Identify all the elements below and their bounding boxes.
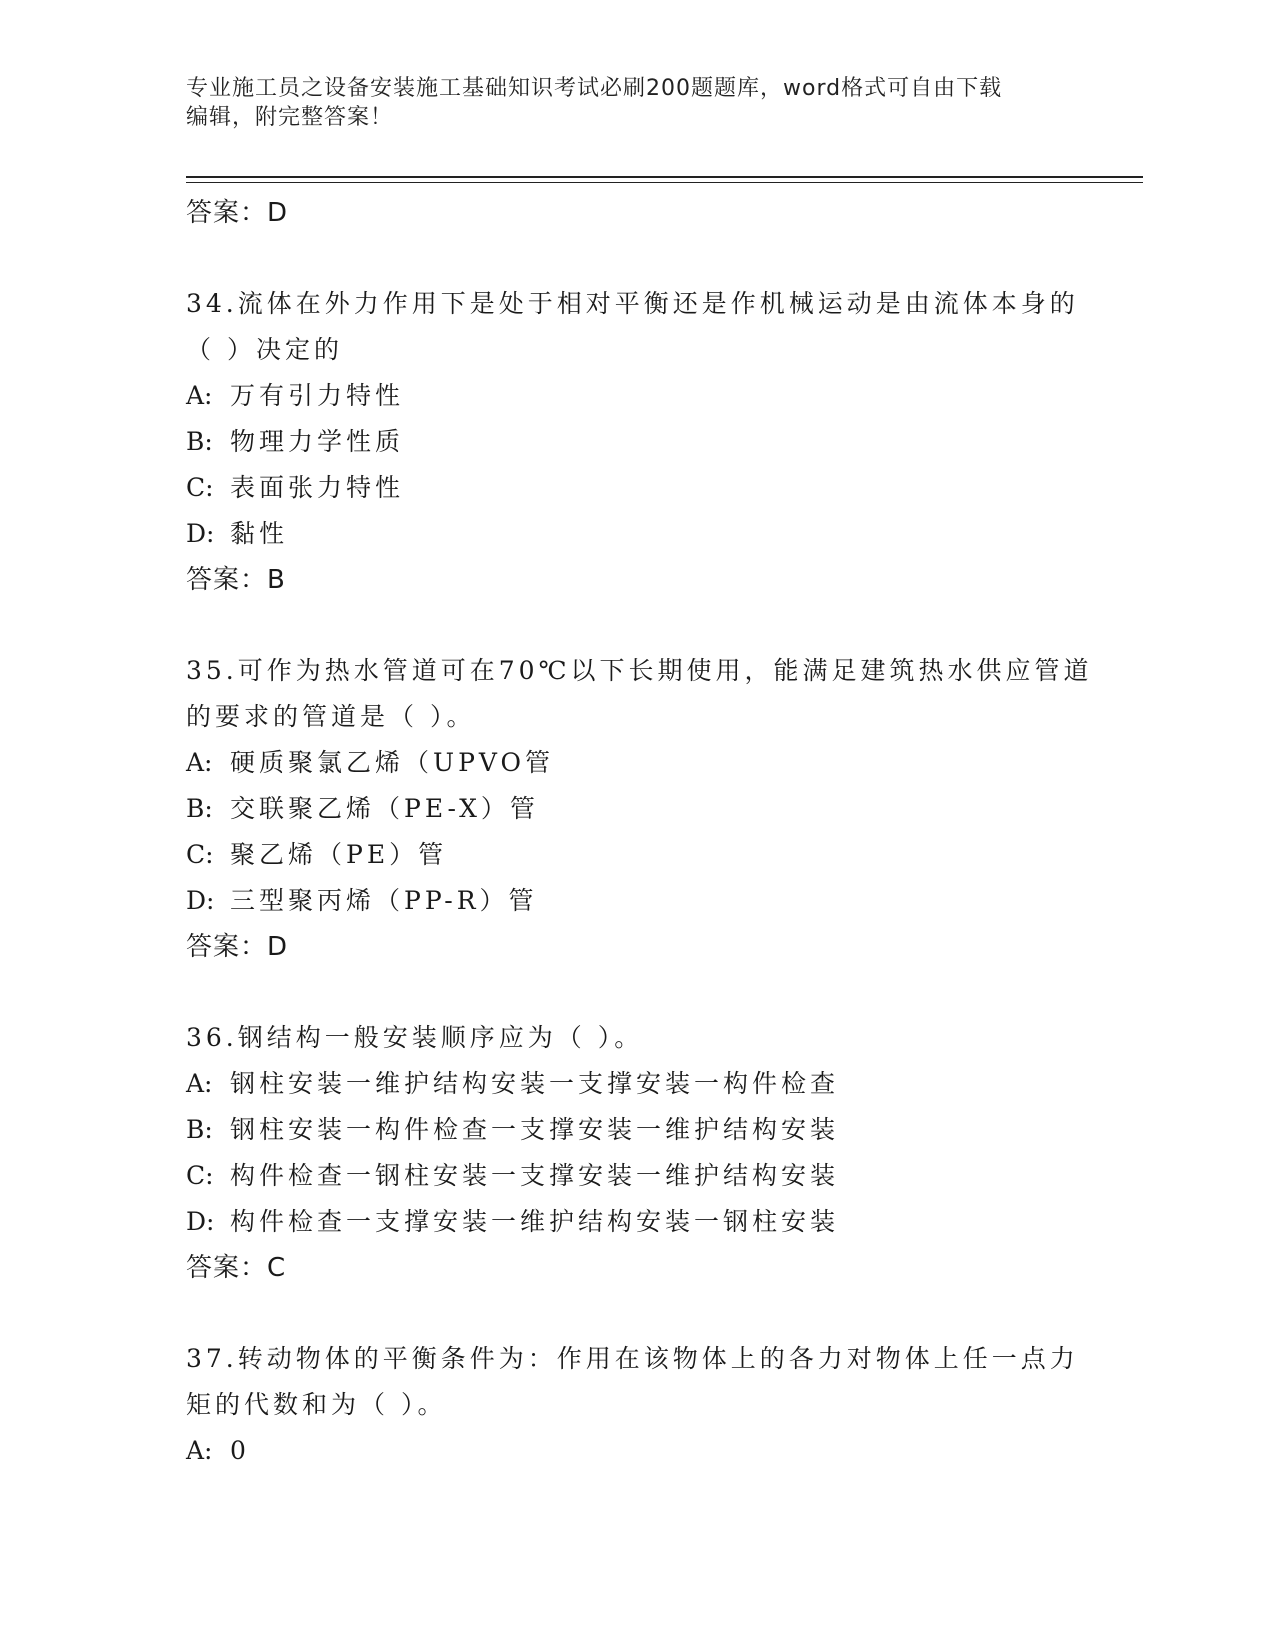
option-text: 硬质聚氯乙烯（UPVO管 xyxy=(230,748,555,777)
option-text: 表面张力特性 xyxy=(230,473,405,502)
option-c xyxy=(186,465,1106,511)
option-letter: A: xyxy=(186,381,213,410)
option-text: 构件检查一支撑安装一维护结构安装一钢柱安装 xyxy=(230,1207,840,1236)
option-b xyxy=(186,1107,1106,1153)
header-line-2: 编辑，附完整答案！ xyxy=(186,105,394,130)
question-text: 37.转动物体的平衡条件为：作用在该物体上的各力对物体上任一点力 xyxy=(186,1344,1079,1373)
question-text-continued: 的要求的管道是（ ）。 xyxy=(186,702,476,731)
question-block xyxy=(186,281,1106,603)
question-text-continued: （ ）决定的 xyxy=(186,335,343,364)
question-text-continued: 矩的代数和为（ ）。 xyxy=(186,1390,447,1419)
option-text: 聚乙烯（PE）管 xyxy=(230,840,448,869)
option-text: 交联聚乙烯（PE-X）管 xyxy=(230,794,539,823)
option-a xyxy=(186,1061,1106,1107)
option-text: 万有引力特性 xyxy=(230,381,405,410)
option-b xyxy=(186,786,1106,832)
answer-line: 答案：D xyxy=(186,932,289,962)
option-text: 三型聚丙烯（PP-R）管 xyxy=(230,886,538,915)
option-a xyxy=(186,740,1106,786)
option-letter: D: xyxy=(186,886,215,915)
option-d xyxy=(186,878,1106,924)
option-letter: A: xyxy=(186,748,213,777)
question-block xyxy=(186,1336,1106,1474)
header-line-1: 专业施工员之设备安装施工基础知识考试必刷200题题库，word格式可自由下载 xyxy=(186,76,1003,101)
question-block xyxy=(186,1015,1106,1291)
question-text: 36.钢结构一般安装顺序应为（ ）。 xyxy=(186,1023,644,1052)
option-text: 钢柱安装一构件检查一支撑安装一维护结构安装 xyxy=(230,1115,840,1144)
option-a xyxy=(186,373,1106,419)
header-divider-thin xyxy=(186,182,1143,183)
option-letter: C: xyxy=(186,840,214,869)
option-letter: A: xyxy=(186,1069,213,1098)
answer-line: 答案：C xyxy=(186,1253,287,1283)
answer-line: 答案：D xyxy=(186,198,289,228)
option-letter: D: xyxy=(186,519,215,548)
answer-line: 答案：B xyxy=(186,565,286,595)
option-text: 0 xyxy=(230,1436,250,1465)
option-d xyxy=(186,511,1106,557)
option-b xyxy=(186,419,1106,465)
question-text: 35.可作为热水管道可在70℃以下长期使用，能满足建筑热水供应管道 xyxy=(186,656,1093,685)
option-c xyxy=(186,1153,1106,1199)
option-letter: C: xyxy=(186,473,214,502)
option-letter: B: xyxy=(186,1115,213,1144)
header-divider-thick xyxy=(186,176,1143,178)
option-text: 钢柱安装一维护结构安装一支撑安装一构件检查 xyxy=(230,1069,840,1098)
option-letter: D: xyxy=(186,1207,215,1236)
document-header xyxy=(186,74,1086,132)
option-text: 构件检查一钢柱安装一支撑安装一维护结构安装 xyxy=(230,1161,840,1190)
document-body xyxy=(186,190,1106,1474)
option-a xyxy=(186,1428,1106,1474)
question-text: 34.流体在外力作用下是处于相对平衡还是作机械运动是由流体本身的 xyxy=(186,289,1079,318)
option-c xyxy=(186,832,1106,878)
option-letter: B: xyxy=(186,427,213,456)
option-letter: C: xyxy=(186,1161,214,1190)
option-text: 物理力学性质 xyxy=(230,427,405,456)
question-block xyxy=(186,648,1106,970)
option-letter: A: xyxy=(186,1436,213,1465)
option-letter: B: xyxy=(186,794,213,823)
option-text: 黏性 xyxy=(230,519,289,548)
option-d xyxy=(186,1199,1106,1245)
